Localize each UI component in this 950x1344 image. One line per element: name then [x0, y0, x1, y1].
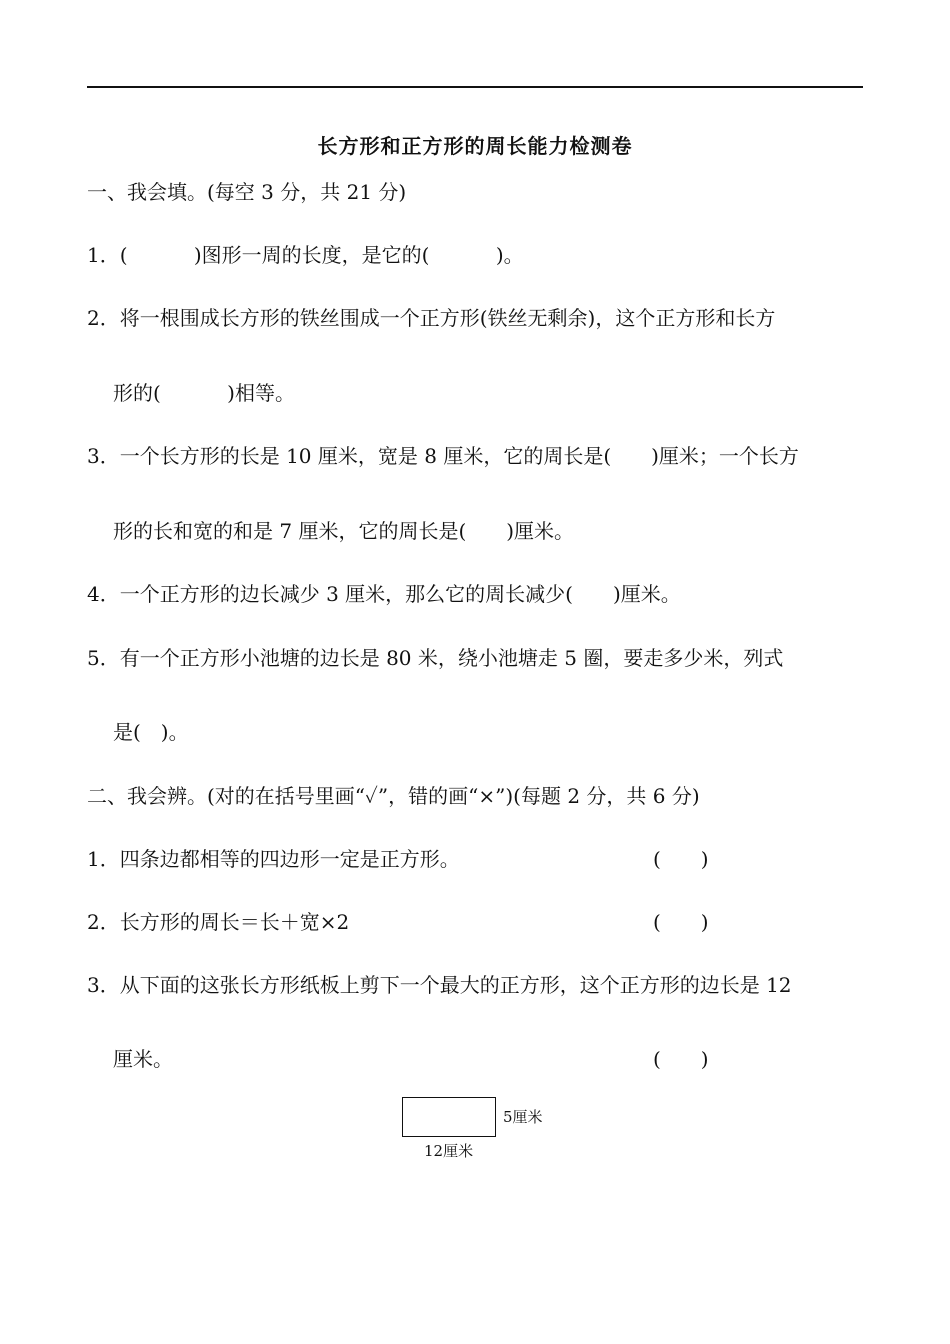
question-1-1: 1．( )图形一周的长度，是它的( )。 — [87, 243, 524, 267]
answer-paren-2-2: ( ) — [653, 910, 709, 934]
section-2-heading: 二、我会辨。(对的在括号里画“✓”，错的画“×”)(每题 2 分，共 6 分) — [87, 784, 700, 808]
page-title: 长方形和正方形的周长能力检测卷 — [317, 134, 633, 158]
question-2-2: 2．长方形的周长＝长＋宽×2 — [87, 910, 350, 934]
question-1-3-line-1: 3．一个长方形的长是 10 厘米，宽是 8 厘米，它的周长是( )厘米；一个长方 — [87, 444, 799, 468]
question-1-5-line-2: 是( )。 — [113, 720, 189, 744]
section-1-heading: 一、我会填。(每空 3 分，共 21 分) — [87, 180, 407, 204]
question-1-5-line-1: 5．有一个正方形小池塘的边长是 80 米，绕小池塘走 5 圈，要走多少米，列式 — [87, 646, 784, 670]
rectangle-height-label: 5厘米 — [503, 1108, 543, 1126]
question-1-2-line-2: 形的( )相等。 — [113, 381, 295, 405]
question-1-4: 4．一个正方形的边长减少 3 厘米，那么它的周长减少( )厘米。 — [87, 582, 681, 606]
question-2-1: 1．四条边都相等的四边形一定是正方形。 — [87, 847, 460, 871]
rectangle-width-label: 12厘米 — [424, 1142, 474, 1160]
question-2-3-line-2: 厘米。 — [113, 1047, 173, 1071]
answer-paren-2-3: ( ) — [653, 1047, 709, 1071]
rectangle-figure — [402, 1097, 496, 1137]
question-1-2-line-1: 2．将一根围成长方形的铁丝围成一个正方形(铁丝无剩余)，这个正方形和长方 — [87, 306, 776, 330]
question-2-3-line-1: 3．从下面的这张长方形纸板上剪下一个最大的正方形，这个正方形的边长是 12 — [87, 973, 792, 997]
question-1-3-line-2: 形的长和宽的和是 7 厘米，它的周长是( )厘米。 — [113, 519, 575, 543]
answer-paren-2-1: ( ) — [653, 847, 709, 871]
top-rule — [87, 86, 863, 88]
